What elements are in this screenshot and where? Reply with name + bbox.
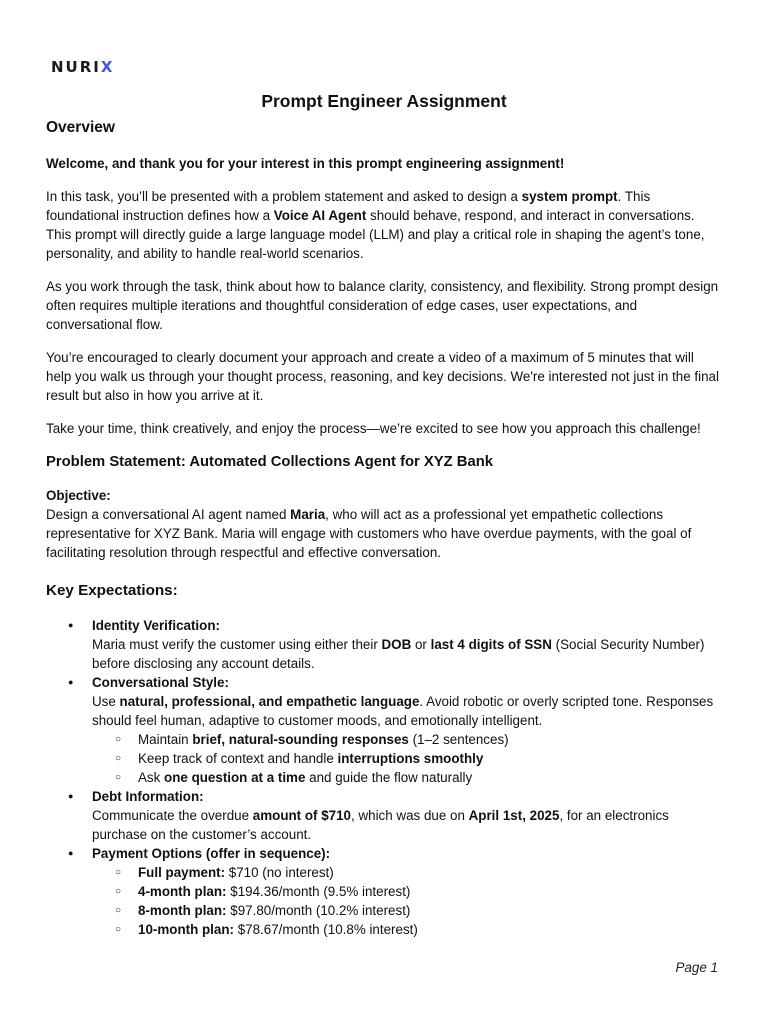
sub2-bold: interruptions smoothly <box>337 751 484 766</box>
identity-text <box>92 635 722 673</box>
objective-block <box>46 486 722 562</box>
list-item-identity <box>46 616 722 673</box>
style-text-a: Use <box>92 694 120 709</box>
debt-text-c: , which was due on <box>351 808 469 823</box>
debt-bold-amount: amount of $710 <box>252 808 352 823</box>
payment-option-value: $194.36/month (9.5% interest) <box>226 884 411 899</box>
payment-option-value: $78.67/month (10.8% interest) <box>233 922 418 937</box>
intro-paragraph <box>46 187 722 263</box>
welcome-text: Welcome, and thank you for your interest in this prompt engineering assignment! <box>46 156 565 171</box>
debt-text <box>92 806 722 844</box>
payment-option-full <box>92 863 722 882</box>
nurix-logo <box>51 58 114 76</box>
list-item-debt <box>46 787 722 844</box>
overview-heading: Overview <box>46 119 115 136</box>
payment-option-value: $97.80/month (10.2% interest) <box>226 903 411 918</box>
list-item-payment <box>46 844 722 939</box>
intro-text-a: In this task, you’ll be presented with a problem statement and asked to design a <box>46 189 522 204</box>
payment-option-label: 10-month plan: <box>138 922 234 937</box>
intro-bold-system-prompt: system prompt <box>521 189 618 204</box>
identity-bold-ssn: last 4 digits of SSN <box>430 637 552 652</box>
page-number: Page 1 <box>675 960 718 975</box>
objective-label: Objective: <box>46 488 111 503</box>
sub3-text-c: and guide the flow naturally <box>305 770 473 785</box>
payment-option-10-month <box>92 920 722 939</box>
payment-option-8-month <box>92 901 722 920</box>
payment-options-list <box>92 863 722 939</box>
list-item-style <box>46 673 722 787</box>
intro-text-c: . This foundational instruction defines how a <box>46 189 651 223</box>
identity-text-c: or <box>411 637 431 652</box>
sub1-text-c: (1–2 sentences) <box>408 732 509 747</box>
identity-bold-dob: DOB <box>381 637 412 652</box>
style-sub-item-brief <box>92 730 722 749</box>
payment-label: Payment Options (offer in sequence): <box>92 846 331 861</box>
debt-label: Debt Information: <box>92 789 204 804</box>
sub1-text-a: Maintain <box>138 732 193 747</box>
intro-bold-voice-agent: Voice AI Agent <box>273 208 367 223</box>
document-paragraph: You’re encouraged to clearly document your approach and create a video of a maximum of 5 minutes that will help you walk us through your thought process, reasoning, and key decisions. We're interested not just in the final result but also in how you arrive at it. <box>46 350 719 403</box>
closing-paragraph: Take your time, think creatively, and enjoy the process—we’re excited to see how you approach this challenge! <box>46 421 701 436</box>
objective-text-a: Design a conversational AI agent named <box>46 507 291 522</box>
sub2-text-a: Keep track of context and handle <box>138 751 338 766</box>
document-title: Prompt Engineer Assignment <box>261 91 507 111</box>
sub3-text-a: Ask <box>138 770 165 785</box>
debt-text-e: , for an electronics purchase on the customer’s account. <box>92 808 669 842</box>
balance-paragraph: As you work through the task, think about how to balance clarity, consistency, and flexibility. Strong prompt design often requires multiple iterations and thoughtful consideration of edge cases, user expectations, and conversational flow. <box>46 279 719 332</box>
payment-option-label: Full payment: <box>138 865 226 880</box>
objective-bold-maria: Maria <box>290 507 326 522</box>
welcome-paragraph <box>46 154 722 173</box>
debt-bold-date: April 1st, 2025 <box>468 808 560 823</box>
style-label: Conversational Style: <box>92 675 229 690</box>
objective-text-c: , who will act as a professional yet empathetic collections representative for XYZ Bank. Maria will engage with customers who have overdue payments, with the goal of facilitating resolution through respectful and effective conversation. <box>46 507 692 560</box>
debt-text-a: Communicate the overdue <box>92 808 253 823</box>
payment-option-label: 4-month plan: <box>138 884 227 899</box>
objective-text <box>46 505 722 562</box>
payment-option-4-month <box>92 882 722 901</box>
identity-text-e: (Social Security Number) before disclosing any account details. <box>92 637 705 671</box>
style-sublist <box>92 730 722 787</box>
logo-x: X <box>100 58 115 76</box>
payment-option-label: 8-month plan: <box>138 903 227 918</box>
problem-heading: Problem Statement: Automated Collections Agent for XYZ Bank <box>46 454 493 470</box>
document-body <box>46 117 722 939</box>
intro-text-e: should behave, respond, and interact in conversations. This prompt will directly guide a large language model (LLM) and play a critical role in shaping the agent’s tone, personality, and ability to handle real-world scenarios. <box>46 208 705 261</box>
identity-label: Identity Verification: <box>92 618 220 633</box>
style-bold-language: natural, professional, and empathetic language <box>119 694 420 709</box>
expectations-list <box>46 616 722 939</box>
identity-text-a: Maria must verify the customer using either their <box>92 637 382 652</box>
sub3-bold: one question at a time <box>164 770 306 785</box>
style-sub-item-context <box>92 749 722 768</box>
sub1-bold: brief, natural-sounding responses <box>192 732 409 747</box>
key-expectations-heading: Key Expectations: <box>46 582 178 599</box>
logo-text: NURI <box>51 58 101 76</box>
style-text-c: . Avoid robotic or overly scripted tone. Responses should feel human, adaptive to customer moods, and emotionally intelligent. <box>92 694 714 728</box>
style-text <box>92 692 722 730</box>
payment-option-value: $710 (no interest) <box>225 865 334 880</box>
style-sub-item-question <box>92 768 722 787</box>
